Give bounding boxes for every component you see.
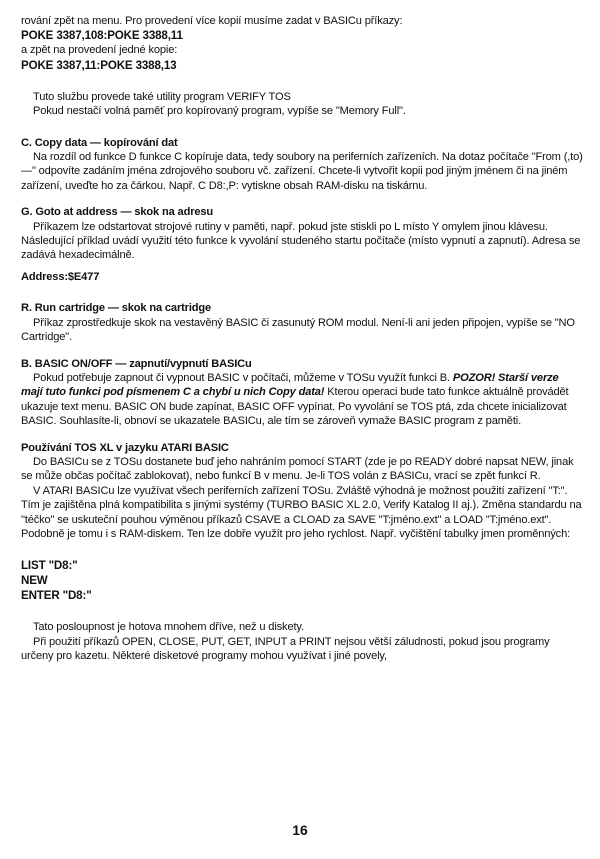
page-number: 16	[292, 822, 308, 838]
paragraph-text: Kterou operaci bude tato funkce aktuálně provádět ukazuje text menu. BASIC ON bude zapínat, BASIC OFF vypínat. Po vyvolání se TOS ptá, zda chcete inicializovat BASIC. Souhlasíte-li, obnoví se ukazatele BASICu, ale tím se zároveň vymaže BASIC program z paměti.	[21, 386, 569, 428]
paragraph: Pokud nestačí volná paměť pro kopírovaný program, vypíše se "Memory Full".	[33, 105, 406, 118]
section-heading-run-cartridge: R. Run cartridge — skok na cartridge	[21, 302, 212, 315]
paragraph: Příkazem lze odstartovat strojové rutiny v paměti, např. pokud jste stiskli po L místo Y omylem jinou klávesu. Následující příklad uvádí využití této funkce k vyvolání studeného startu počítače (místo vypnutí a zapnutí). Adresa se zadává hexadecimálně.	[21, 220, 581, 262]
section-heading-goto: G. Goto at address — skok na adresu	[21, 206, 214, 219]
code-line: LIST "D8:"	[21, 559, 78, 573]
paragraph	[21, 371, 583, 429]
section-heading-copy-data: C. Copy data — kopírování dat	[21, 136, 178, 149]
code-line: NEW	[21, 574, 48, 588]
code-line: POKE 3387,11:POKE 3388,13	[21, 58, 177, 72]
section-heading-tos-xl: Používání TOS XL v jazyku ATARI BASIC	[21, 441, 229, 454]
warning-text: POZOR! Starší verze mají tuto funkci pod písmenem C a chybí u nich Copy data!	[21, 371, 559, 399]
paragraph: Do BASICu se z TOSu dostanete buď jeho nahráním pomocí START (zde je po READY dobré napsat NEW, jinak se může občas počítač zablokovat), nebo funkcí B v menu. Je-li TOS volán z BASICu, vrací se zpět funkcí R.	[21, 455, 574, 483]
section-heading-basic-onoff: B. BASIC ON/OFF — zapnutí/vypnutí BASICu	[21, 357, 252, 370]
intro-line: a zpět na provedení jedné kopie:	[21, 44, 178, 57]
code-line: POKE 3387,108:POKE 3388,11	[21, 29, 183, 43]
paragraph: Při použití příkazů OPEN, CLOSE, PUT, GET, INPUT a PRINT nejsou větší záludnosti, pokud jsou programy určeny pro kazetu. Některé disketové programy mohou využívat i jiné povely,	[21, 635, 550, 663]
intro-line: rování zpět na menu. Pro provedení více kopií musíme zadat v BASICu příkazy:	[21, 15, 403, 27]
paragraph: Příkaz zprostředkuje skok na vestavěný BASIC či zasunutý ROM modul. Není-li ani jeden připojen, vypíše se "NO Cartridge".	[21, 316, 575, 344]
document-page	[21, 14, 583, 664]
code-line: ENTER "D8:"	[21, 589, 92, 603]
address-line: Address:$E477	[21, 270, 100, 283]
paragraph: Tuto službu provede také utility program VERIFY TOS	[33, 90, 291, 103]
paragraph: Tato posloupnost je hotova mnohem dříve, než u diskety.	[33, 621, 304, 634]
paragraph: Na rozdíl od funkce D funkce C kopíruje data, tedy soubory na periferních zařízeních. Na dotaz počítače "From (,to)—" odpovíte zadáním jména zdrojového souboru vč. zařízení. Chcete-li vytvořit kopii pod jiným jménem či na jiném zařízení, uveďte ho za čárkou. Např. C D8:,P: vytiskne obsah RAM-disku na tiskárnu.	[21, 151, 583, 192]
paragraph-text: Pokud potřebuje zapnout či vypnout BASIC v počítači, můžeme v TOSu využít funkci B.	[33, 371, 450, 384]
paragraph: V ATARI BASICu lze využívat všech periferních zařízení TOSu. Zvláště výhodná je možnost použití zařízení "T:". Tím je zajištěna plná kompatibilita s jinými systémy (TURBO BASIC XL 2.0, Verify Katalog II aj.). Změna standardu na "téčko" se uskuteční pouhou výměnou příkazů CSAVE a CLOAD za SAVE "T:jméno.ext" a LOAD "T:jméno.ext". Podobně je tomu i s RAM-diskem. Ten lze dobře využít pro jeho rychlost. Např. vyčištění tabulky jmen proměnných:	[21, 484, 582, 540]
